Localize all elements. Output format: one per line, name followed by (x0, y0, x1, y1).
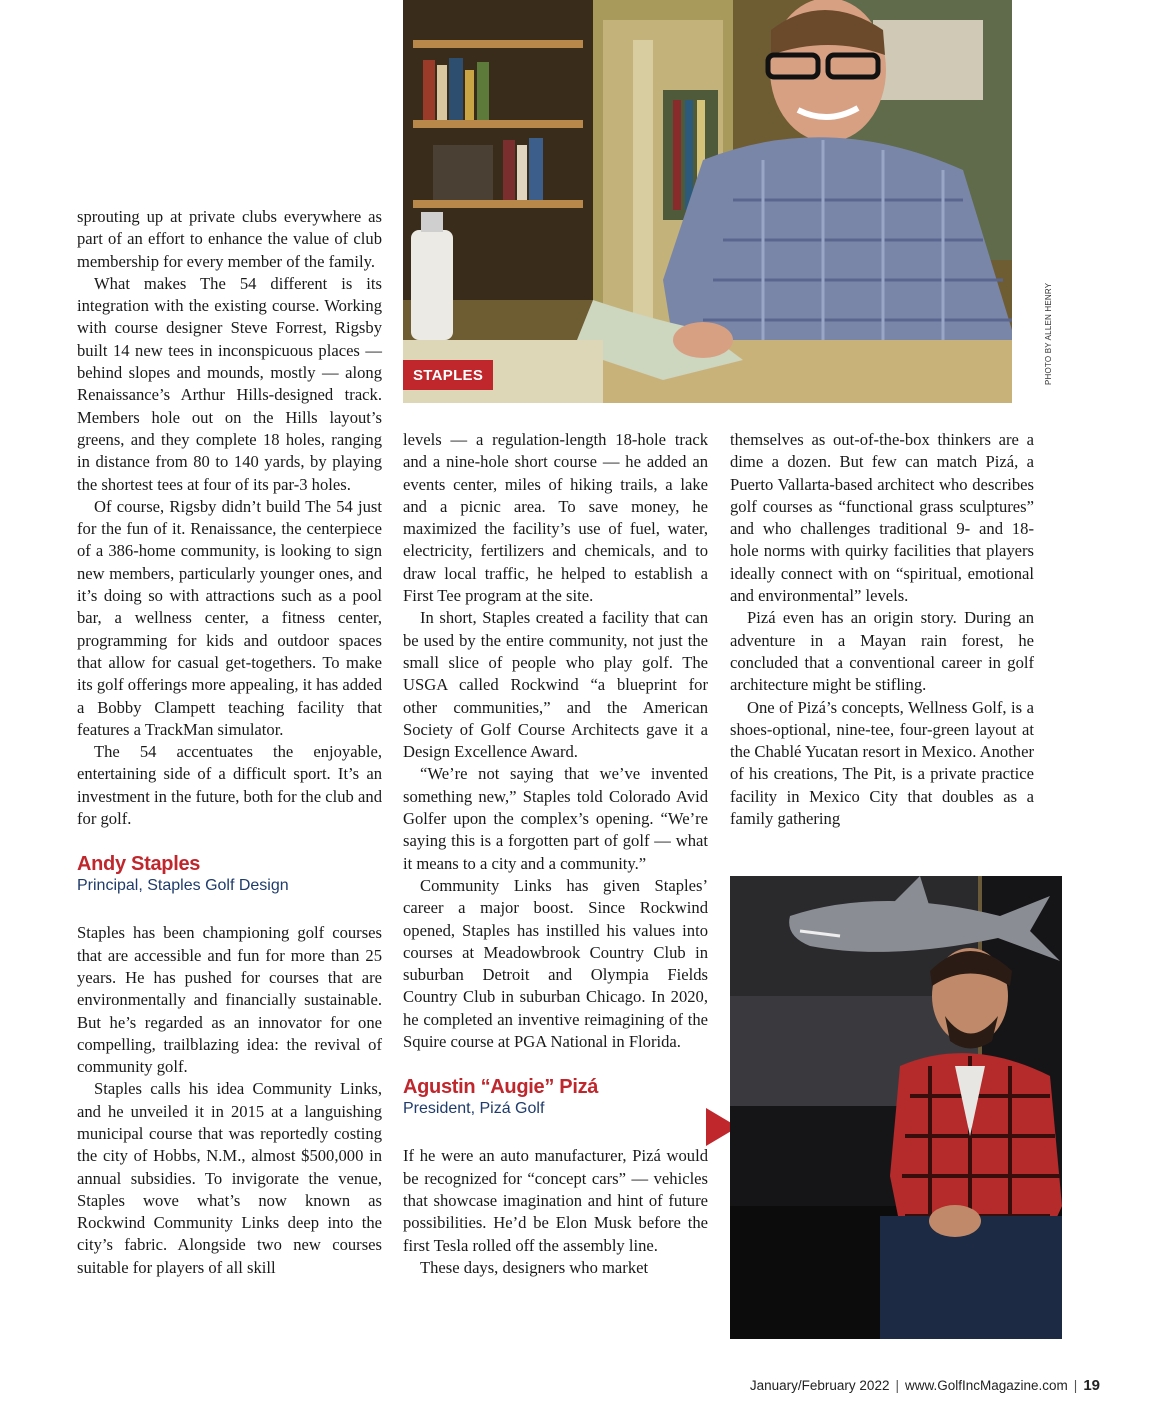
paragraph: levels — a regulation-length 18-hole track and a nine-hole short course — he added an events center, miles of hiking trails, a lake and a picnic area. To save money, he maximized the facility’s use of fuel, water, electricity, fertilizers and chemicals, and to draw local traffic, he helped to establish a First Tee program at the site. (403, 430, 708, 606)
page-number: 19 (1083, 1377, 1100, 1394)
profile-name-piza: Agustin “Augie” Pizá (403, 1076, 599, 1099)
column-3 (730, 429, 1034, 830)
staples-photo-illustration (403, 0, 1012, 403)
paragraph: These days, designers who market (420, 1257, 649, 1277)
footer-separator: | (895, 1378, 899, 1393)
piza-photo-illustration (730, 876, 1062, 1339)
paragraph: What makes The 54 different is its integration with the existing course. Working with course designer Steve Forrest, Rigsby built 14 new tees in inconspicuous places — behind slopes and mounds, mostly — along Renaissance’s Arthur Hills-designed track. Members hole out on the Hills layout’s greens, and they complete 18 holes, ranging in distance from 80 to 140 yards, by playing the shortest tees at four of its par-3 holes. (77, 273, 382, 494)
paragraph: One of Pizá’s concepts, Wellness Golf, is a shoes-optional, nine-tee, four-green layout at the Chablé Yucatan resort in Mexico. Another of his creations, The Pit, is a private practice facility in Mexico City that doubles as a family gathering (730, 697, 1034, 829)
footer-separator: | (1073, 1378, 1078, 1393)
paragraph: themselves as out-of-the-box thinkers are a dime a dozen. But few can match Pizá, a Puerto Vallarta-based architect who describes golf courses as “functional grass sculptures” and who challenges traditional 9- and 18-hole norms with quirky facilities that players ideally connect with on “spiritual, emotional and environmental” levels. (730, 430, 1034, 606)
paragraph: If he were an auto manufacturer, Pizá would be recognized for “concept cars” — vehicles that showcase imagination and hint of future possibilities. He’d be Elon Musk before the first Tesla rolled off the assembly line. (403, 1146, 708, 1255)
photo-credit-text: PHOTO BY ALLEN HENRY (1044, 282, 1053, 385)
footer-website: www.GolfIncMagazine.com (904, 1378, 1068, 1393)
paragraph: In short, Staples created a facility that can be used by the entire community, not just the small slice of people who play golf. The USGA called Rockwind “a blueprint for other communities,” and the American Society of Golf Course Architects gave it a Design Excellence Award. (403, 608, 708, 762)
paragraph: Staples has been championing golf courses that are accessible and fun for more than 25 years. He has pushed for courses that are environmentally and financially sustainable. But he’s regarded as an innovator for one compelling, trailblazing idea: the revival of community golf. (77, 923, 382, 1077)
paragraph: The 54 accentuates the enjoyable, entertaining side of a difficult sport. It’s an investment in the future, both for the club and for golf. (77, 742, 382, 829)
paragraph: sprouting up at private clubs everywhere as part of an effort to enhance the value of club membership for every member of the family. (77, 207, 382, 271)
column-2 (403, 429, 708, 1279)
paragraph: Pizá even has an origin story. During an adventure in a Mayan rain forest, he concluded that a conventional career in golf architecture might be stifling. (730, 608, 1034, 695)
photo-credit (1018, 275, 1058, 385)
paragraph: Staples calls his idea Community Links, and he unveiled it in 2015 at a languishing municipal course that was reportedly costing the city of Hobbs, N.M., almost $500,000 in annual subsidies. To invigorate the venue, Staples wove what’s now known as Rockwind Community Links deep into the city’s fabric. Alongside two new courses suitable for players of all skill (77, 1079, 382, 1277)
profile-title-piza: President, Pizá Golf (403, 1100, 545, 1118)
paragraph: “We’re not saying that we’ve invented something new,” Staples told Colorado Avid Golfer upon the complex’s opening. “We’re saying this is a forgotten part of golf — what it means to a city and a community.” (403, 764, 708, 873)
page-footer (750, 1377, 1100, 1394)
footer-issue: January/February 2022 (749, 1378, 890, 1393)
column-1 (77, 206, 382, 1279)
piza-photo (730, 876, 1062, 1339)
profile-name-staples: Andy Staples (77, 853, 201, 876)
profile-title-staples: Principal, Staples Golf Design (77, 877, 289, 895)
staples-photo (403, 0, 1012, 403)
paragraph: Community Links has given Staples’ career a major boost. Since Rockwind opened, Staples has instilled his values into courses at Meadowbrook Country Club in suburban Detroit and Olympia Fields Country Club in suburban Chicago. In 2020, he completed an inventive reimagining of the Squire course at PGA National in Florida. (403, 875, 708, 1052)
photo-caption-staples: STAPLES (403, 360, 493, 390)
paragraph: Of course, Rigsby didn’t build The 54 just for the fun of it. Renaissance, the centerpiece of a 386-home community, is looking to sign new members, particularly younger ones, and it’s doing so with attractions such as a pool bar, a wellness center, a fitness center, programming for kids and outdoor spaces that allow for casual get-togethers. To make its golf offerings more appealing, it has added a Bobby Clampett teaching facility that features a TrackMan simulator. (77, 496, 382, 739)
